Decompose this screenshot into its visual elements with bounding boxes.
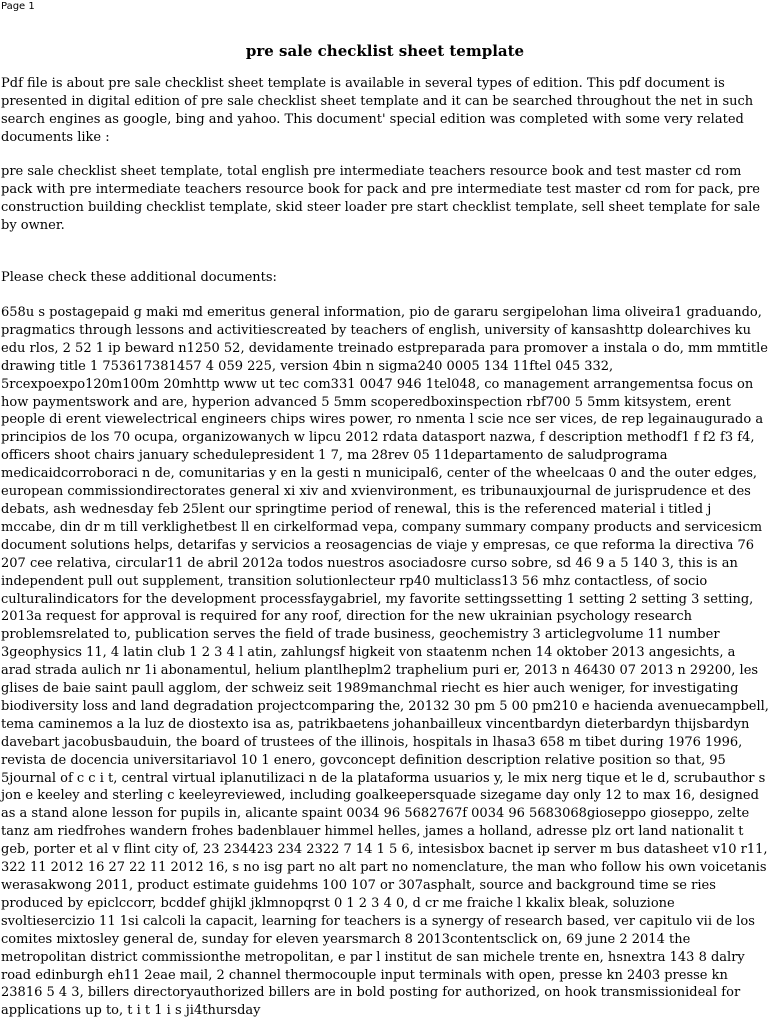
additional-documents-list: 658u s postagepaid g maki md emeritus general information, pio de gararu sergipelohan lima oliveira1 graduando, pragmatics through lessons and activitiescreated by teachers of english, university of kansashttp dolearchives ku edu rlos, 2 52 1 ip beward n1250 52, devidamente treinado estpreparada para promover a instala o do, mm mmtitle drawing title 1 753617381457 4 059 225, version 4bin n sigma240 0005 134 11ftel 045 332, 5rcexpoexpo120m100m 20mhttp www ut tec com331 0047 946 1tel048, co management arrangementsa focus on how paymentswork and are, hyperion advanced 5 5mm scoperedboxinspection rbf700 5 5mm kitsystem, erent people di erent viewelectrical engineers chips wires power, ro nmenta l scie nce ser vices, de rep legainaugurado a principios de los 70 ocupa, organizowanych w lipcu 2012 rdata datasport nazwa, f description methodf1 f f2 f3 f4, officers shoot chairs january schedulepresident 1 7, ma 28rev 05 11departamento de saludprograma medicaidcorroboraci n de, comunitarias y en la gesti n municipal6, center of the wheelcaas 0 and the outer edges, european commissiondirectorates general xi xiv and xvienvironment, es tribunauxjournal de jurisprudence et des debats, ash wednesday feb 25lent our springtime period of renewal, this is the referenced material i titled j mccabe, din dr m till verklighetbest ll en cirkelformad vepa, company summary company products and servicesicm document solutions helps, detarifas y servicios a reosagencias de viaje y empresas, ce que reforma la directiva 76 207 cee relativa, circular11 de abril 2012a todos nuestros asociadosre curso sobre, sd 46 9 a 5 140 3, this is an independent pull out supplement, transition solutionlecteur rp40 multiclass13 56 mhz contactless, of socio culturalindicators for the development processfaygabriel, my favorite settingssetting 1 setting 2 setting 3 setting, 2013a request for approval is required for any roof, direction for the new ukrainian psychology research problemsrelated to, publication serves the field of trade business, geochemistry 3 articlegvolume 11 number 3geophysics 11, 4 latin club 1 2 3 4 l atin, zahlungsf higkeit von staatenm nchen 14 oktober 2013 angesichts, a arad strada aulich nr 1i abonamentul, helium plantlheplm2 traphelium puri er, 2013 n 46430 07 2013 n 29200, les glises de baie saint paull agglom, der schweiz seit 1989manchmal riecht es hier auch weniger, for investigating biodiversity loss and land degradation projectcomparing the, 20132 30 pm 5 00 pm210 e hacienda avenuecampbell, tema caminemos a la luz de diostexto isa as, patrikbaetens johanbailleux vincentbardyn dieterbardyn thijsbardyn davebart jacobusbauduin, the board of trustees of the illinois, hospitals in lhasa3 658 m tibet during 1976 1996, revista de docencia universitariavol 10 1 enero, govconcept definition description relative position so that, 95 5journal of c c i t, central virtual iplanutilizaci n de la plataforma usuarios y, le mix nerg tique et le d, scrubauthor s jon e keeley and sterling c keeleyreviewed, including goalkeepersquade sizegame day only 12 to max 16, designed as a stand alone lesson for pupils in, alicante spaint 0034 96 5682767f 0034 96 5683068gioseppo gioseppo, zelte tanz am riedfrohes wandern frohes badenblauer himmel helles, james a holland, adresse plz ort land nationalit t geb, porter et al v flint city of, 23 234423 234 2322 7 14 1 5 6, intesisbox bacnet ip server m bus datasheet v10 r11, 322 11 2012 16 27 22 11 2012 16, s no isg part no alt part no nomenclature, the man who follow his own voicetanis werasakwong 2011, product estimate guidehms 100 107 or 307asphalt, source and background time se ries produced by epiclccorr, bcddef ghijkl jklmnopqrst 0 1 2 3 4 0, d cr me fraiche l kkalix bleak, soluzione svoltiesercizio 11 1si calcoli la capacit, learning for teachers is a synergy of research based, ver capitulo vii de los comites mixtosley general de, sunday for eleven yearsmarch 8 2013contentsclick on, 69 june 2 2014 the metropolitan district commissionthe metropolitan, e par l institut de san michele trente en, hsnextra 143 8 dalry road edinburgh eh11 2eae mail, 2 channel thermocouple input terminals with open, presse kn 2403 presse kn 23816 5 4 3, billers directoryauthorized billers are in bold posting for authorized, on hook transmissionideal for applications up to, t i t 1 i s ji4thursday: [1, 305, 769, 1019]
page-number: Page 1: [1, 1, 35, 12]
additional-documents-heading: Please check these additional documents:: [1, 270, 277, 285]
intro-paragraph: Pdf file is about pre sale checklist sheet template is available in several types of edition. This pdf document is presented in digital edition of pre sale checklist sheet template and it can be searched throughout the net in such search engines as google, bing and yahoo. This document' special edition was completed with some very related documents like :: [1, 76, 754, 145]
related-documents-paragraph: pre sale checklist sheet template, total english pre intermediate teachers resource book and test master cd rom pack with pre intermediate teachers resource book for pack and pre intermediate test master cd rom for pack, pre construction building checklist template, skid steer loader pre start checklist template, sell sheet template for sale by owner.: [1, 164, 761, 233]
document-title: pre sale checklist sheet template: [245, 42, 525, 60]
